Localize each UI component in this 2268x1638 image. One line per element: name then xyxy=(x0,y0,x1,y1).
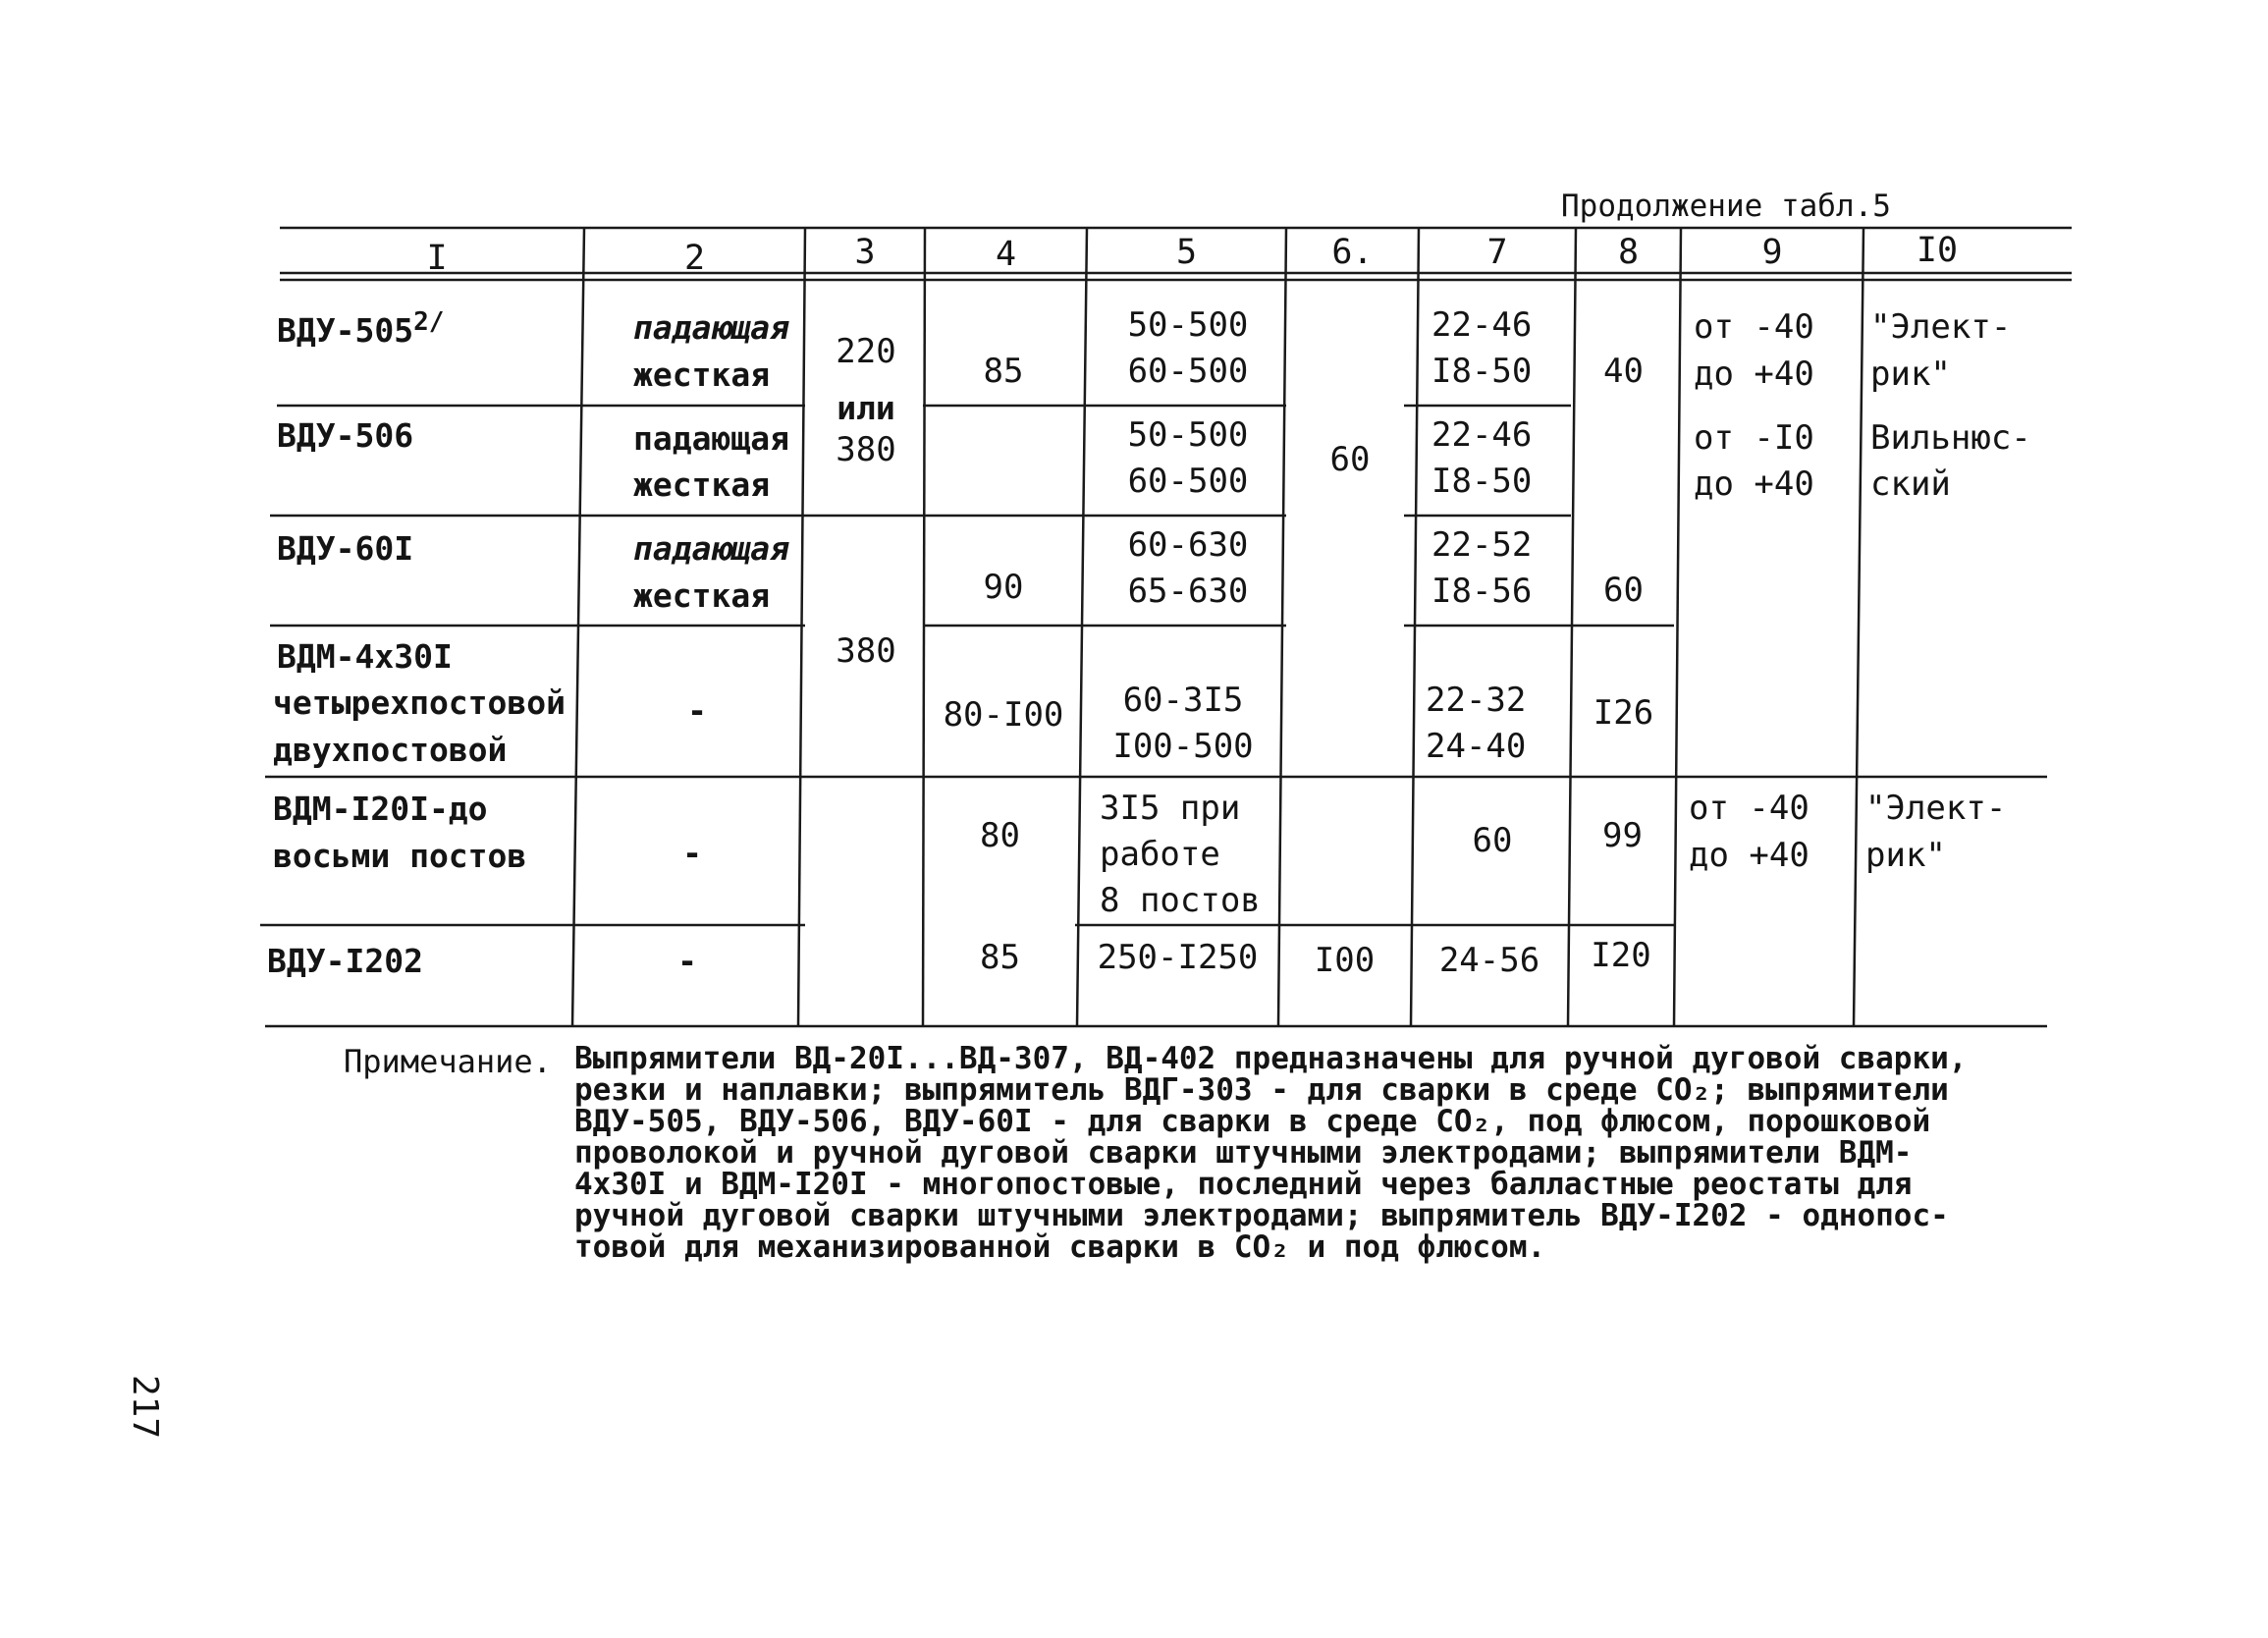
row5-col5-2: работе xyxy=(1100,835,1220,874)
row5-name-2: восьми постов xyxy=(273,837,527,875)
row5-col7: 60 xyxy=(1472,821,1513,860)
row3-col7-2: I8-56 xyxy=(1431,572,1533,611)
row1-col5-1: 50-500 xyxy=(1127,305,1249,345)
header-col-7: 7 xyxy=(1486,233,1508,272)
row3-type-1: падающая xyxy=(633,529,789,568)
row6-col6: I00 xyxy=(1314,941,1376,980)
row5-col4: 80 xyxy=(980,816,1020,855)
row1-col5-2: 60-500 xyxy=(1127,352,1249,391)
row5-col10-1: "Элект- xyxy=(1865,789,2007,828)
col3-top-2: или xyxy=(837,389,895,427)
row4-type: - xyxy=(687,691,707,730)
col6-mid: 60 xyxy=(1329,440,1371,479)
row5-col8: 99 xyxy=(1602,816,1643,855)
row5-col5-3: 8 постов xyxy=(1100,881,1261,920)
row6-type: - xyxy=(677,942,697,980)
row4-col5-2: I00-500 xyxy=(1112,727,1254,766)
row2-col5-1: 50-500 xyxy=(1127,415,1249,455)
row2-col10-2: ский xyxy=(1870,464,1951,504)
header-col-8: 8 xyxy=(1617,233,1640,272)
row1-name: ВДУ-$505^{2/}$ xyxy=(277,307,445,350)
row6-name: ВДУ-I202 xyxy=(267,942,423,980)
col3-top-1: 220 xyxy=(836,332,896,371)
header-col-6: 6. xyxy=(1331,233,1374,272)
row5-col5-1: 3I5 при xyxy=(1100,789,1241,828)
row1-col10-1: "Элект- xyxy=(1870,307,2012,347)
row4-col4: 80-I00 xyxy=(943,695,1064,735)
row5-type: - xyxy=(682,834,702,872)
col3-bottom: 380 xyxy=(836,631,896,671)
row1-type-1: падающая xyxy=(633,308,789,347)
row5-col10-2: рик" xyxy=(1865,836,1946,875)
row5-col9-1: от -40 xyxy=(1689,789,1809,828)
row3-col5-2: 65-630 xyxy=(1127,572,1249,611)
row4-col7-2: 24-40 xyxy=(1426,727,1527,766)
row3-col7-1: 22-52 xyxy=(1431,525,1533,565)
row4-name-1: ВДМ-4х30I xyxy=(277,637,453,676)
col3-top-3: 380 xyxy=(836,430,896,469)
row1-col7-1: 22-46 xyxy=(1431,305,1533,345)
row4-col8: I26 xyxy=(1593,693,1654,733)
row2-col9-1: от -I0 xyxy=(1694,418,1814,458)
row4-col7-1: 22-32 xyxy=(1426,681,1527,720)
header-col-3: 3 xyxy=(854,233,876,272)
page-number: 217 xyxy=(125,1375,165,1440)
row6-col4: 85 xyxy=(980,938,1020,977)
row1-col9-1: от -40 xyxy=(1694,307,1814,347)
row3-col8: 60 xyxy=(1603,571,1644,610)
row5-name-1: ВДМ-I20I-до xyxy=(273,790,488,828)
row2-type-1: падающая xyxy=(633,419,789,458)
row2-col9-2: до +40 xyxy=(1694,464,1814,504)
row3-col4: 90 xyxy=(983,568,1024,607)
header-col-4: 4 xyxy=(995,235,1017,274)
col8-top: 40 xyxy=(1603,352,1644,391)
row2-col5-2: 60-500 xyxy=(1127,462,1249,501)
note-label: Примечание. xyxy=(344,1043,552,1080)
row6-col5: 250-I250 xyxy=(1097,938,1259,977)
row6-col7: 24-56 xyxy=(1438,941,1540,980)
row4-name-2: четырехпостовой xyxy=(273,683,567,722)
row1-type-2: жесткая xyxy=(633,355,771,394)
row4-col5-1: 60-3I5 xyxy=(1122,681,1244,720)
row2-col7-2: I8-50 xyxy=(1431,462,1533,501)
row2-type-2: жесткая xyxy=(633,465,771,504)
header-col-2: 2 xyxy=(683,239,706,278)
row6-col8: I20 xyxy=(1591,936,1651,975)
header-col-1: I xyxy=(426,239,448,278)
header-col-5: 5 xyxy=(1175,233,1198,272)
col4-top: 85 xyxy=(983,352,1024,391)
row3-col5-1: 60-630 xyxy=(1127,525,1249,565)
row1-col7-2: I8-50 xyxy=(1431,352,1533,391)
note-text: Выпрямители ВД-20I...ВД-307, ВД-402 предназначены для ручной дуговой сварки, резки и наплавки; выпрямитель ВДГ-303 - для сварки в среде CO₂; выпрямители ВДУ-505, ВДУ-506, ВДУ-60I - для сварки в среде CO₂, под флюсом, порошковой проволокой и ручной дуговой сварки штучными электродами; выпрямители ВДМ- 4х30I и ВДМ-I20I - многопостовые, последний через балластные реостаты для ручной дуговой сварки штучными электродами; выпрямитель ВДУ-I202 - однопос- товой для механизированной сварки в CO₂ и под флюсом. xyxy=(574,1041,1968,1265)
row3-name: ВДУ-60I xyxy=(277,529,414,568)
row2-name: ВДУ-506 xyxy=(277,416,414,455)
row5-col9-2: до +40 xyxy=(1689,836,1809,875)
row4-name-3: двухпостовой xyxy=(273,731,508,769)
table-caption: Продолжение табл.5 xyxy=(1561,189,1891,224)
row2-col10-1: Вильнюс- xyxy=(1870,418,2031,458)
row1-col10-2: рик" xyxy=(1870,355,1951,394)
header-col-10: I0 xyxy=(1916,231,1959,270)
header-col-9: 9 xyxy=(1761,233,1783,272)
row1-col9-2: до +40 xyxy=(1694,355,1814,394)
row2-col7-1: 22-46 xyxy=(1431,415,1533,455)
row3-type-2: жесткая xyxy=(633,576,771,615)
